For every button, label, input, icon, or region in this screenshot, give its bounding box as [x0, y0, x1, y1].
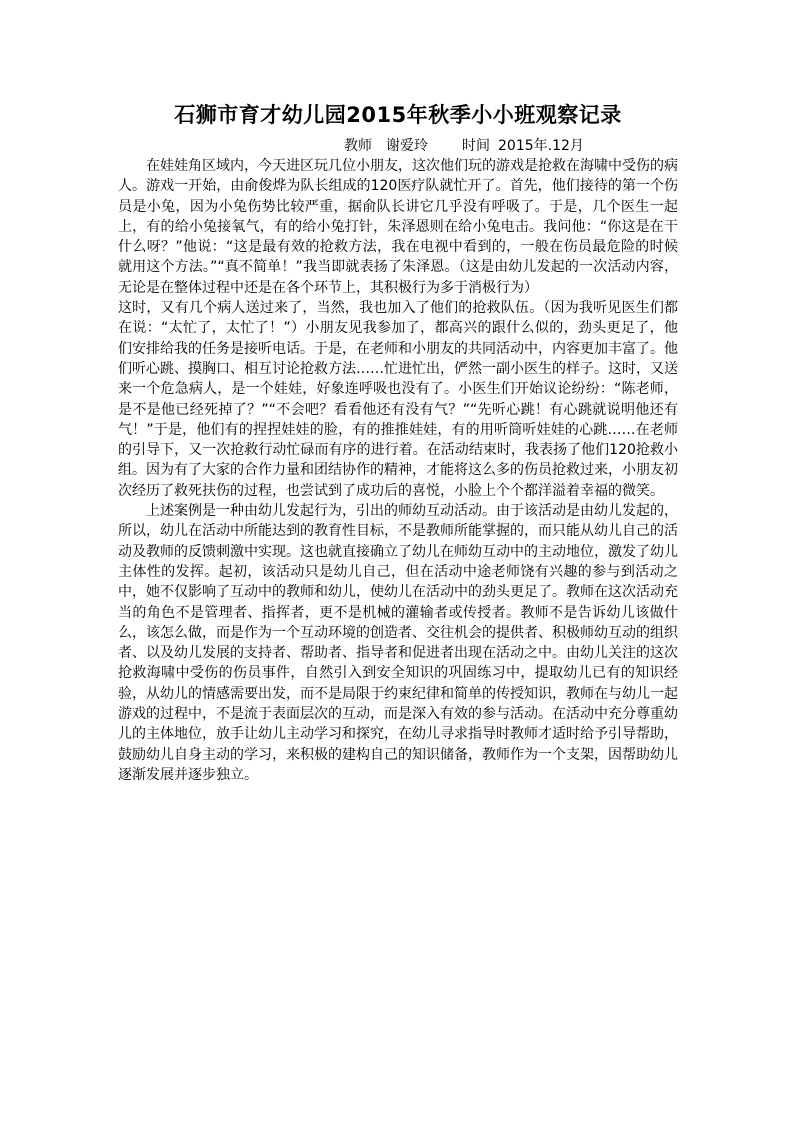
- teacher-name: 谢爱玲: [386, 138, 428, 154]
- time-label: 时间: [462, 138, 490, 154]
- paragraph-observation: 在娃娃角区域内，今天进区玩几位小朋友，这次他们玩的游戏是抢救在海啸中受伤的病人。游戏一开始，由俞俊烨为队长组成的120医疗队就忙开了。首先，他们接待的第一个伤员是小兔，因为小兔伤势比较严重，据俞队长讲它几乎没有呼吸了。于是，几个医生一起上，有的给小兔接氧气，有的给小兔打针，朱泽恩则在给小兔电击。我问他：“你这是在干什么呀？”他说：“这是最有效的抢救方法，我在电视中看到的，一般在伤员最危险的时候就用这个方法。”“真不简单！”我当即就表扬了朱泽恩。（这是由幼儿发起的一次活动内容，无论是在整体过程中还是在各个环节上，其积极行为多于消极行为）: [118, 158, 678, 296]
- paragraph-analysis: 上述案例是一种由幼儿发起行为，引出的师幼互动活动。由于该活动是由幼儿发起的，所以，幼儿在活动中所能达到的教育性目标，不是教师所能掌握的，而只能从幼儿自己的活动及教师的反馈刺激中实现。这也就直接确立了幼儿在师幼互动中的主动地位，激发了幼儿主体性的发挥。起初，该活动只是幼儿自己，但在活动中途老师饶有兴趣的参与到活动之中，她不仅影响了互动中的教师和幼儿，使幼儿在活动中的劲头更足了。教师在这次活动充当的角色不是管理者、指挥者，更不是机械的灌输者或传授者。教师不是告诉幼儿该做什么，该怎么做，而是作为一个互动环境的创造者、交往机会的提供者、积极师幼互动的组织者、以及幼儿发展的支持者、帮助者、指导者和促进者出现在活动之中。由幼儿关注的这次抢救海啸中受伤的伤员事件，自然引入到安全知识的巩固练习中，提取幼儿已有的知识经验，从幼儿的情感需要出发，而不是局限于约束纪律和简单的传授知识，教师在与幼儿一起游戏的过程中，不是流于表面层次的互动，而是深入有效的参与活动。在活动中充分尊重幼儿的主体地位，放手让幼儿主动学习和探究，在幼儿寻求指导时教师才适时给予引导帮助，鼓励幼儿自身主动的学习，来积极的建构自己的知识储备，教师作为一个支架，因帮助幼儿逐渐发展并逐步独立。: [118, 503, 678, 783]
- paragraph-continuation: 这时，又有几个病人送过来了，当然，我也加入了他们的抢救队伍。（因为我听见医生们都在说：“太忙了，太忙了！”）小朋友见我参加了，都高兴的跟什么似的，劲头更足了，他们安排给我的任务是接听电话。于是，在老师和小朋友的共同活动中，内容更加丰富了。他们听心跳、摸胸口、相互讨论抢救方法……忙进忙出，俨然一副小医生的样子。这时，又送来一个危急病人，是一个娃娃，好象连呼吸也没有了。小医生们开始议论纷纷：“陈老师，是不是他已经死掉了？”“不会吧？看看他还有没有气？”“先听心跳！有心跳就说明他还有气！”于是，他们有的捏捏娃娃的脸，有的推推娃娃，有的用听筒听娃娃的心跳……在老师的引导下，又一次抢救行动忙碌而有序的进行着。在活动结束时，我表扬了他们120抢救小组。因为有了大家的合作力量和团结协作的精神，才能将这么多的伤员抢救过来，小朋友初次经历了救死扶伤的过程，也尝试到了成功后的喜悦，小脸上个个都洋溢着幸福的微笑。: [118, 300, 678, 499]
- document-title: 石狮市育才幼儿园2015年秋季小小班观察记录: [174, 103, 622, 127]
- document-page: [118, 100, 678, 785]
- time-value: 2015年.12月: [498, 138, 584, 154]
- author-line: [118, 136, 678, 156]
- teacher-label: 教师: [344, 138, 372, 154]
